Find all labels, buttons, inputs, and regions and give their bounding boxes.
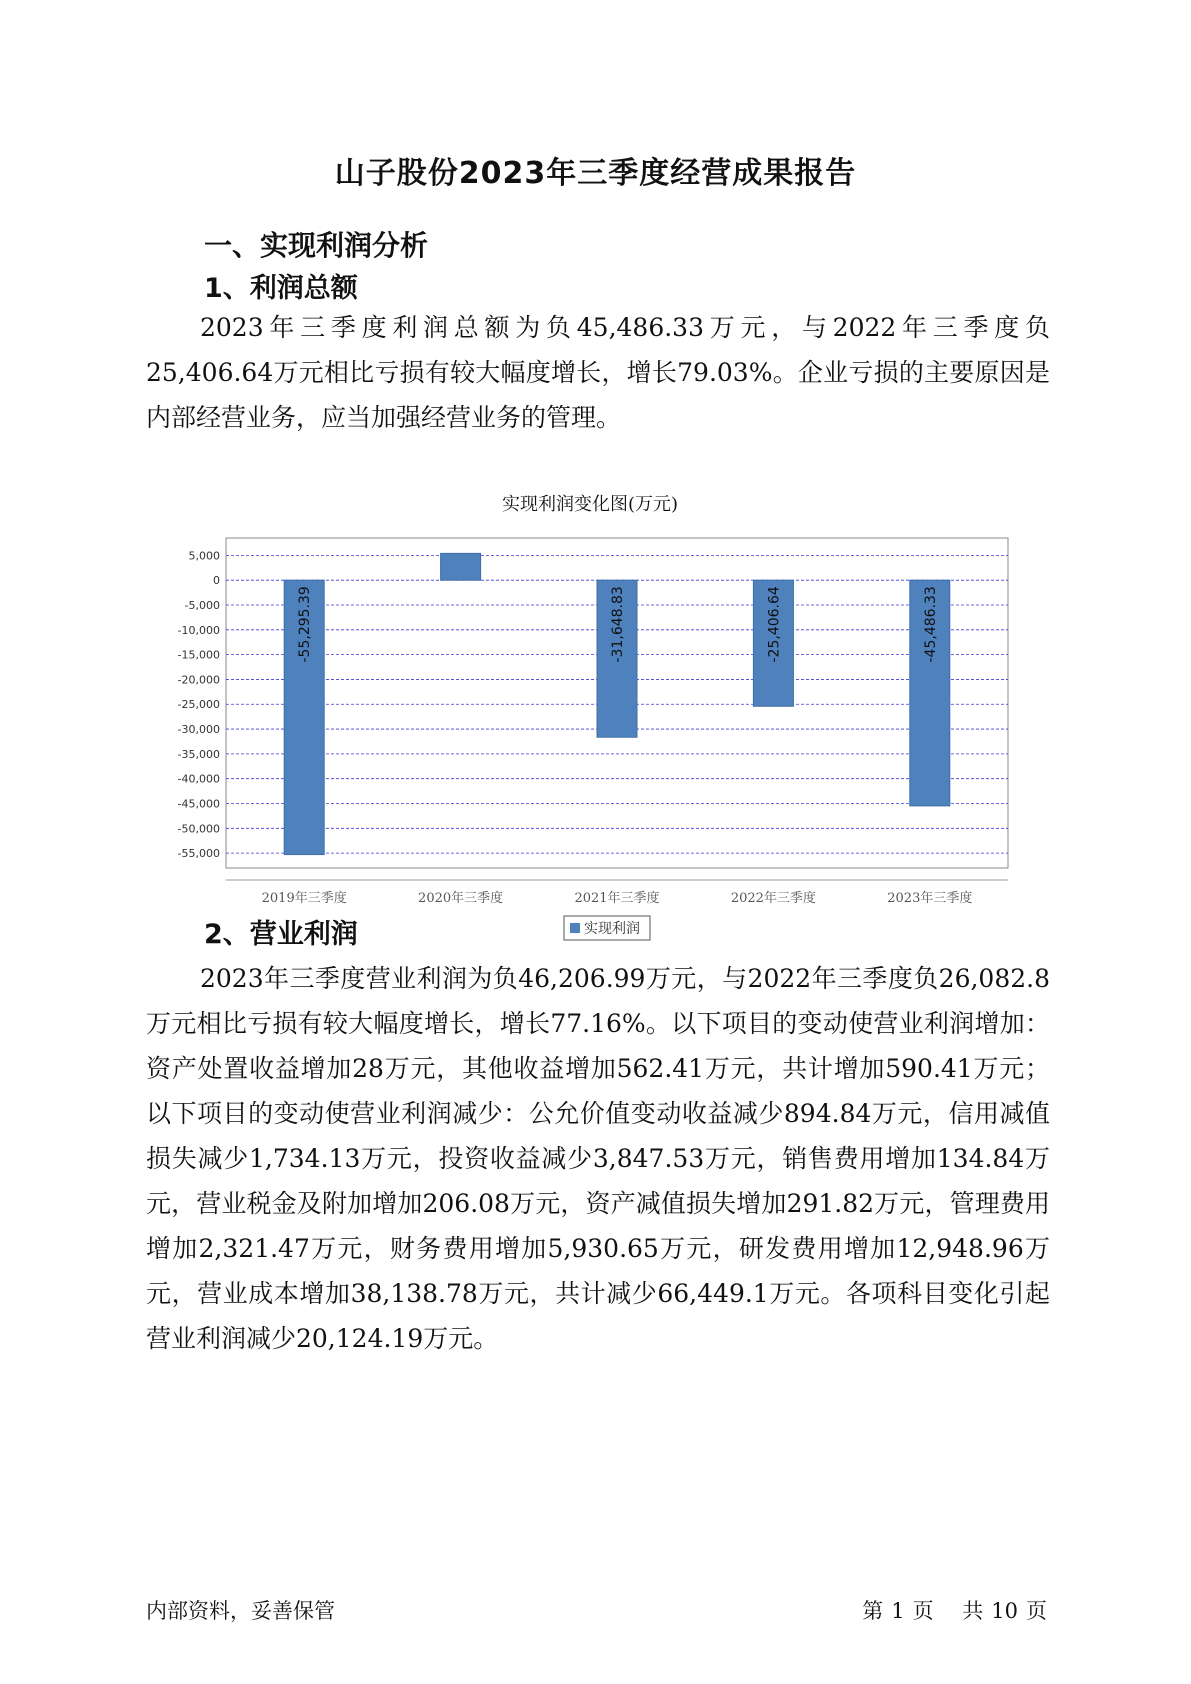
page-label-suffix: 页 bbox=[912, 1599, 934, 1623]
x-tick-label: 2019年三季度 bbox=[261, 891, 347, 906]
total-label-suffix: 页 bbox=[1026, 1599, 1047, 1623]
y-tick-label: 0 bbox=[213, 574, 220, 588]
legend-swatch bbox=[570, 923, 580, 933]
section-heading-profit-analysis: 一、实现利润分析 bbox=[204, 229, 429, 262]
paragraph-operating-profit: 2023年三季度营业利润为负46,206.99万元，与2022年三季度负26,082.8万元相比亏损有较大幅度增长，增长77.16%。以下项目的变动使营业利润增加：资产处置收益增加28万元，其他收益增加562.41万元，共计增加590.41万元；以下项目的变动使营业利润减少：公允价值变动收益减少894.84万元，信用减值损失减少1,734.13万元，投资收益减少3,847.53万元，销售费用增加134.84万元，营业税金及附加增加206.08万元，资产减值损失增加291.82万元，管理费用增加2,321.47万元，财务费用增加5,930.65万元，研发费用增加12,948.96万元，营业成本增加38,138.78万元，共计减少66,449.1万元。各项科目变化引起营业利润减少20,124.19万元。 bbox=[146, 964, 1050, 1353]
profit-chart bbox=[150, 490, 1030, 950]
bar bbox=[441, 553, 481, 580]
y-tick-label: -5,000 bbox=[184, 598, 220, 612]
y-tick-label: -55,000 bbox=[177, 847, 220, 861]
y-tick-label: -20,000 bbox=[177, 673, 220, 687]
y-tick-label: -45,000 bbox=[177, 797, 220, 811]
x-tick-label: 2020年三季度 bbox=[418, 891, 504, 906]
y-tick-label: -50,000 bbox=[177, 822, 220, 836]
y-tick-label: -35,000 bbox=[177, 747, 220, 761]
y-tick-label: -15,000 bbox=[177, 648, 220, 662]
chart-svg bbox=[150, 490, 1030, 950]
page-number: 1 bbox=[891, 1599, 905, 1623]
data-label: -45,486.33 bbox=[922, 586, 939, 663]
x-tick-label: 2023年三季度 bbox=[887, 891, 973, 906]
legend-label: 实现利润 bbox=[584, 921, 640, 937]
x-tick-label: 2022年三季度 bbox=[730, 891, 816, 906]
data-label: -55,295.39 bbox=[297, 586, 314, 663]
report-title: 山子股份2023年三季度经营成果报告 bbox=[334, 156, 857, 191]
page-label-prefix: 第 bbox=[862, 1599, 884, 1623]
footer-confidential-note: 内部资料，妥善保管 bbox=[146, 1599, 335, 1623]
y-tick-label: -40,000 bbox=[177, 772, 220, 786]
footer-page-number bbox=[858, 1595, 1051, 1625]
data-label: -25,406.64 bbox=[766, 586, 783, 663]
chart-title: 实现利润变化图(万元) bbox=[501, 494, 679, 515]
data-label: -31,648.83 bbox=[610, 586, 626, 663]
x-tick-label: 2021年三季度 bbox=[574, 891, 660, 906]
total-label-prefix: 共 bbox=[962, 1599, 984, 1623]
subsection-heading-total-profit: 1、利润总额 bbox=[204, 273, 358, 304]
subsection-heading-operating-profit: 2、营业利润 bbox=[204, 919, 358, 950]
y-tick-label: -30,000 bbox=[177, 723, 220, 737]
y-tick-label: -10,000 bbox=[177, 623, 220, 637]
y-tick-label: 5,000 bbox=[188, 549, 220, 563]
paragraph-total-profit: 2023年三季度利润总额为负45,486.33万元，与2022年三季度负25,406.64万元相比亏损有较大幅度增长，增长79.03%。企业亏损的主要原因是内部经营业务，应当加强经营业务的管理。 bbox=[146, 313, 1050, 432]
total-pages: 10 bbox=[991, 1599, 1018, 1623]
y-tick-label: -25,000 bbox=[177, 698, 220, 712]
